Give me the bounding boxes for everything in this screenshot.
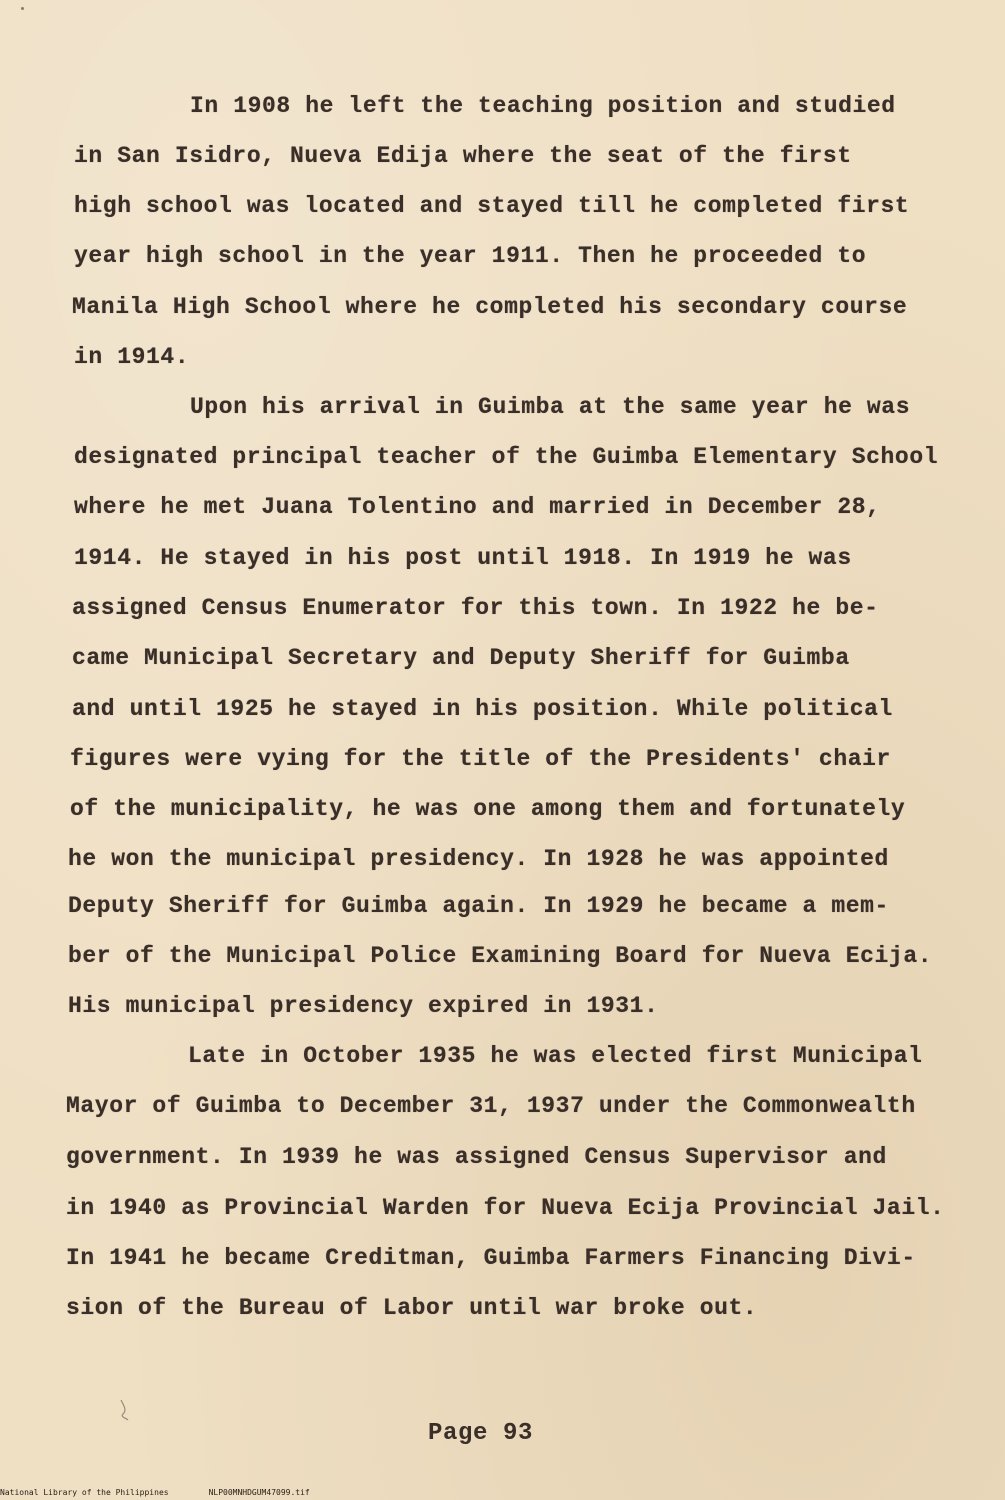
scan-footer bbox=[0, 1488, 350, 1497]
footer-file-id: NLP00MNHDGUM47099.tif bbox=[208, 1488, 310, 1497]
text-line: came Municipal Secretary and Deputy Sheriff for Guimba bbox=[72, 645, 850, 671]
pencil-mark bbox=[115, 1398, 133, 1422]
text-line: assigned Census Enumerator for this town. In 1922 he be- bbox=[72, 595, 879, 621]
text-line: of the municipality, he was one among them and fortunately bbox=[70, 796, 906, 822]
text-line: he won the municipal presidency. In 1928 he was appointed bbox=[68, 846, 889, 872]
text-line: where he met Juana Tolentino and married in December 28, bbox=[74, 494, 881, 520]
text-line: sion of the Bureau of Labor until war broke out. bbox=[66, 1295, 758, 1321]
text-line: designated principal teacher of the Guimba Elementary School bbox=[74, 444, 939, 470]
text-line: In 1908 he left the teaching position and studied bbox=[190, 93, 896, 119]
text-line: Manila High School where he completed his secondary course bbox=[72, 294, 908, 320]
text-line: in 1940 as Provincial Warden for Nueva Ecija Provincial Jail. bbox=[66, 1195, 945, 1221]
text-line: high school was located and stayed till he completed first bbox=[74, 193, 910, 219]
text-line: in San Isidro, Nueva Edija where the seat of the first bbox=[74, 143, 852, 169]
text-line: Late in October 1935 he was elected first Municipal bbox=[188, 1043, 923, 1069]
text-line: ber of the Municipal Police Examining Board for Nueva Ecija. bbox=[68, 943, 933, 969]
corner-speck bbox=[21, 7, 24, 10]
text-line: year high school in the year 1911. Then he proceeded to bbox=[74, 243, 867, 269]
footer-library: National Library of the Philippines bbox=[0, 1488, 169, 1497]
text-line: Deputy Sheriff for Guimba again. In 1929 he became a mem- bbox=[68, 893, 889, 919]
text-line: 1914. He stayed in his post until 1918. In 1919 he was bbox=[74, 545, 852, 571]
text-line: government. In 1939 he was assigned Census Supervisor and bbox=[66, 1144, 887, 1170]
text-line: in 1914. bbox=[74, 344, 190, 370]
text-line: Mayor of Guimba to December 31, 1937 under the Commonwealth bbox=[66, 1093, 916, 1119]
text-line: His municipal presidency expired in 1931. bbox=[68, 993, 659, 1019]
text-line: Upon his arrival in Guimba at the same year he was bbox=[190, 394, 911, 420]
text-line: In 1941 he became Creditman, Guimba Farmers Financing Divi- bbox=[66, 1245, 916, 1271]
text-line: and until 1925 he stayed in his position. While political bbox=[72, 696, 893, 722]
text-line: figures were vying for the title of the Presidents' chair bbox=[70, 746, 891, 772]
page-number: Page 93 bbox=[428, 1420, 534, 1447]
